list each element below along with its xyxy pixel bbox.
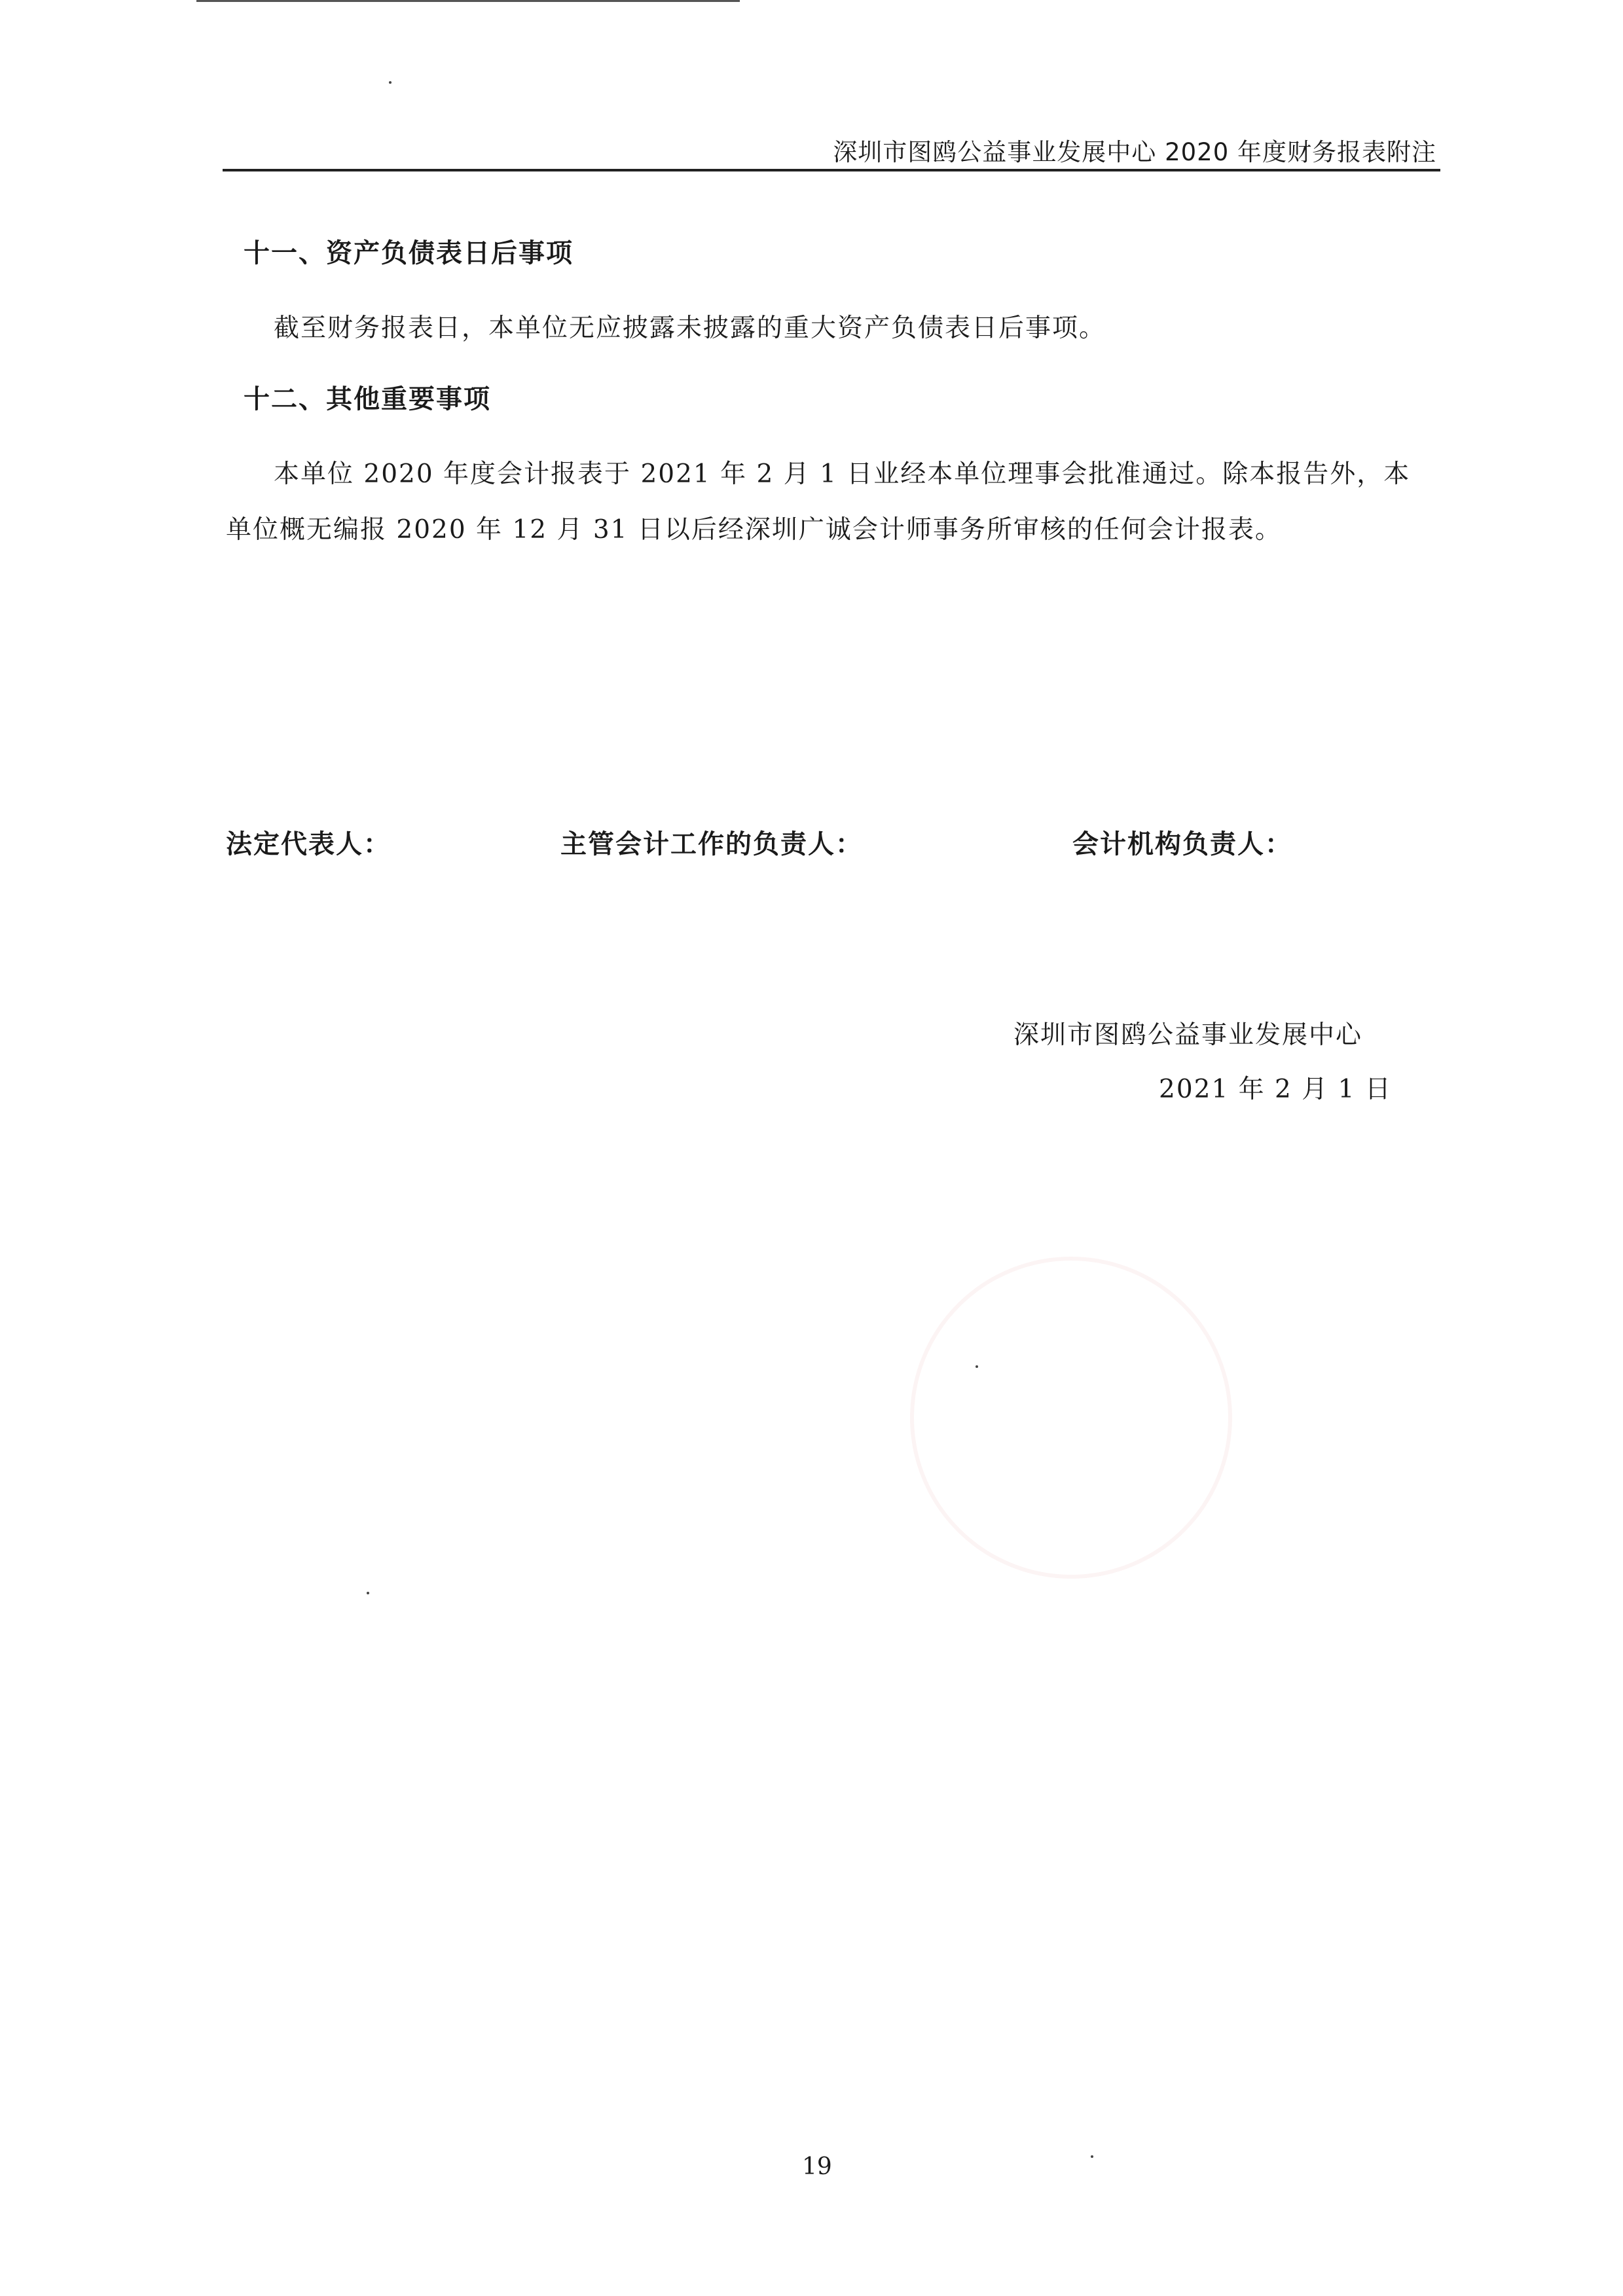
section-12-paragraph-line-2: 单位概无编报 2020 年 12 月 31 日以后经深圳广诚会计师事务所审核的任何会计报表。 (226, 515, 1282, 545)
header-rule (223, 169, 1440, 171)
page-header (223, 124, 1440, 171)
header-title: 深圳市图鸥公益事业发展中心 2020 年度财务报表附注 (833, 138, 1436, 166)
section-heading-12: 十二、其他重要事项 (244, 384, 491, 414)
scan-edge-line (196, 0, 740, 2)
page-number: 19 (802, 2153, 832, 2180)
report-date: 2021 年 2 月 1 日 (1159, 1075, 1392, 1104)
accounting-supervisor-label: 主管会计工作的负责人： (560, 829, 863, 859)
scan-speck (1091, 2155, 1093, 2158)
scan-speck (389, 81, 392, 84)
scan-speck (976, 1365, 978, 1368)
section-heading-11: 十一、资产负债表日后事项 (244, 238, 574, 268)
legal-representative-label: 法定代表人： (226, 829, 391, 859)
faded-seal-trace (910, 1257, 1232, 1579)
accounting-head-label: 会计机构负责人： (1072, 829, 1292, 859)
section-12-paragraph-line-1: 本单位 2020 年度会计报表于 2021 年 2 月 1 日业经本单位理事会批准通过。除本报告外，本 (274, 459, 1411, 489)
section-11-paragraph: 截至财务报表日，本单位无应披露未披露的重大资产负债表日后事项。 (274, 314, 1106, 343)
organization-name: 深圳市图鸥公益事业发展中心 (1013, 1020, 1363, 1050)
scan-speck (367, 1592, 369, 1594)
